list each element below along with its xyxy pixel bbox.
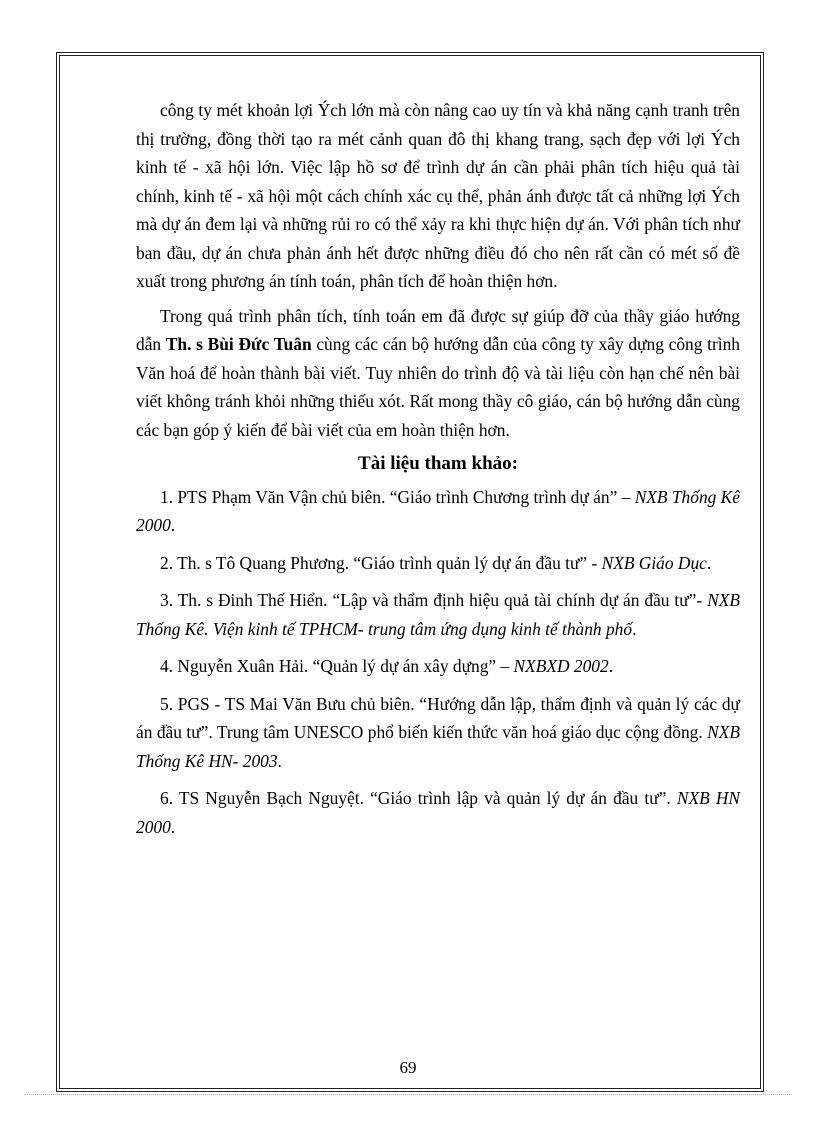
- reference-item-2: [136, 549, 740, 578]
- page-number: 69: [399, 1058, 417, 1077]
- reference-tail: .: [632, 618, 637, 639]
- body-paragraph-1: công ty mét khoản lợi Ých lớn mà còn nâng cao uy tín và khả năng cạnh tranh trên thị trường, đồng thời tạo ra mét cảnh quan đô thị khang trang, sạch đẹp với lợi Ých kinh tế - xã hội lớn. Việc lập hồ sơ để trình dự án cần phải phân tích hiệu quả tài chính, kinh tế - xã hội một cách chính xác cụ thể, phản ánh được tất cả những lợi Ých mà dự án đem lại và những rủi ro có thể xảy ra khi thực hiện dự án. Với phân tích như ban đầu, dự án chưa phản ánh hết được những điều đó cho nên rất cần có mét số đề xuất trong phương án tính toán, phân tích để hoàn thiện hơn.: [136, 100, 740, 291]
- reference-publisher: NXB Giáo Dục: [601, 552, 707, 573]
- reference-publisher: NXB Thống Kê HN- 2003: [136, 722, 740, 771]
- references-heading: Tài liệu tham khảo:: [358, 453, 518, 474]
- reference-item-3: [136, 586, 740, 643]
- reference-text: 2. Th. s Tô Quang Phương. “Giáo trình quản lý dự án đầu tư” -: [160, 552, 602, 573]
- reference-tail: .: [170, 816, 176, 837]
- reference-tail: .: [608, 656, 614, 676]
- paragraph-2-rest: cùng các cán bộ hướng dẫn của công ty xây dựng công trình Văn hoá để hoàn thành bài viết. Tuy nhiên do trình độ và tài liệu còn hạn chế nên bài viết không tránh khỏi những thiếu xót. Rất mong thầy cô giáo, cán bộ hướng dẫn cùng các bạn góp ý kiến để bài viết của em hoàn thiện hơn.: [136, 334, 740, 440]
- reference-text: 6. TS Nguyễn Bạch Nguyệt. “Giáo trình lập và quản lý dự án đầu tư”.: [160, 788, 677, 808]
- paragraph-2-lead: Trong quá trình phân tích, tính toán em đã được sự giúp đỡ của thầy giáo hướng dẫn: [136, 305, 740, 354]
- reference-tail: .: [706, 552, 712, 573]
- reference-text: 1. PTS Phạm Văn Vận chủ biên. “Giáo trình Chương trình dự án” –: [160, 486, 635, 507]
- reference-publisher: NXB Thống Kê. Viện kinh tế TPHCM- trung tâm ứng dụng kinh tế thành phố: [136, 590, 740, 639]
- reference-tail: .: [277, 750, 282, 771]
- reference-item-4: [136, 652, 740, 681]
- reference-item-5: [136, 690, 740, 776]
- advisor-name: Th. s Bùi Đức Tuân: [165, 334, 312, 354]
- body-paragraph-2: [136, 302, 740, 445]
- reference-item-6: [136, 784, 740, 841]
- page-footer-divider: [24, 1094, 792, 1095]
- document-body: [136, 96, 740, 850]
- reference-tail: .: [170, 515, 176, 535]
- reference-item-1: [136, 483, 740, 540]
- reference-publisher: NXBXD 2002: [513, 656, 609, 676]
- reference-text: 3. Th. s Đinh Thế Hiển. “Lập và thẩm định hiệu quả tài chính dự án đầu tư”-: [160, 590, 708, 610]
- reference-text: 5. PGS - TS Mai Văn Bưu chủ biên. “Hướng dẫn lập, thẩm định và quản lý các dự án đầu tư”. Trung tâm UNESCO phổ biến kiến thức văn hoá giáo dục cộng đồng.: [136, 693, 740, 742]
- reference-publisher: NXB HN 2000: [136, 788, 740, 837]
- reference-publisher: NXB Thống Kê 2000: [136, 486, 740, 535]
- reference-text: 4. Nguyễn Xuân Hải. “Quản lý dự án xây dựng” –: [160, 656, 514, 676]
